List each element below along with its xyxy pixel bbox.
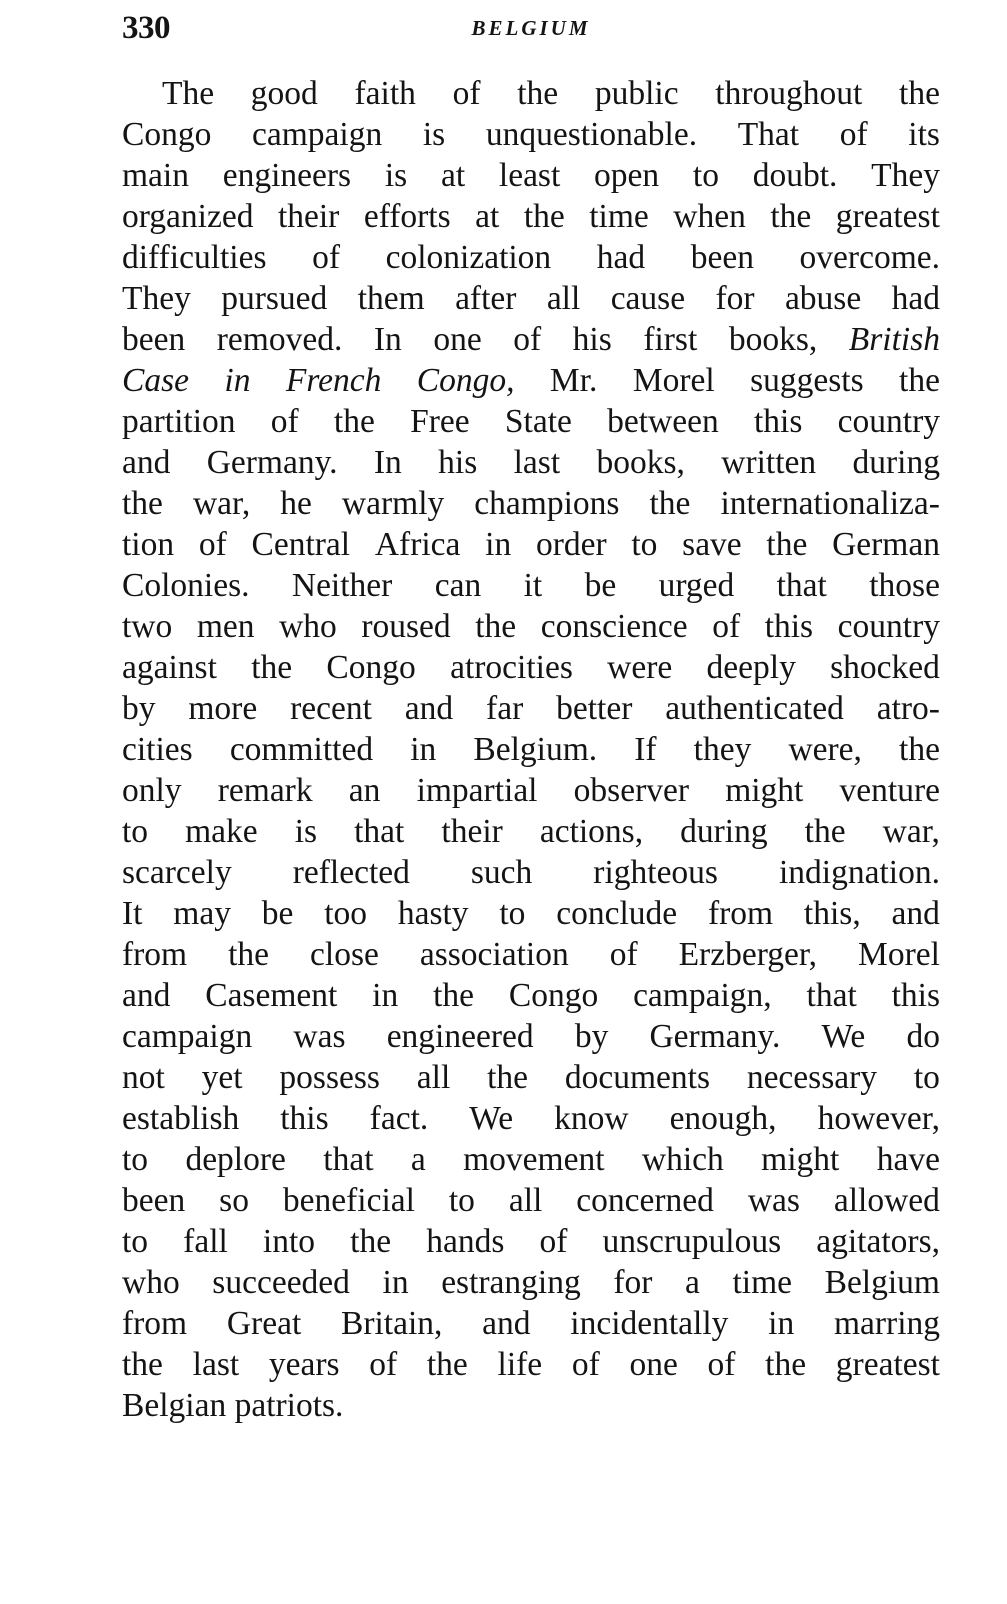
word: of: [270, 403, 299, 440]
word: fall: [183, 1223, 228, 1260]
word: They: [122, 280, 191, 317]
word: too: [324, 895, 368, 932]
word: he: [280, 485, 312, 522]
word: We: [821, 1018, 866, 1055]
word: least: [498, 157, 561, 194]
word: not: [122, 1059, 165, 1096]
word: his: [572, 321, 612, 358]
word: deeply: [706, 649, 796, 686]
word: incidentally: [570, 1305, 729, 1342]
text-line: [122, 975, 940, 1016]
text-line: [122, 1344, 940, 1385]
word: which: [641, 1141, 724, 1178]
word: last: [513, 444, 561, 481]
word: the: [765, 1346, 807, 1383]
word: in: [485, 526, 512, 563]
word: from: [122, 1305, 188, 1342]
word: was: [293, 1018, 346, 1055]
word: remark: [217, 772, 313, 809]
word: Case: [122, 362, 189, 399]
word: Germany.: [649, 1018, 781, 1055]
word: written: [721, 444, 817, 481]
word: succeeded: [212, 1264, 350, 1301]
text-line: [122, 1139, 940, 1180]
text-line: [122, 1057, 940, 1098]
word: movement: [463, 1141, 605, 1178]
word: might: [761, 1141, 840, 1178]
word: of: [707, 1346, 736, 1383]
word: the: [350, 1223, 392, 1260]
word: and: [891, 895, 940, 932]
text-line: [122, 811, 940, 852]
word: fact.: [369, 1100, 429, 1137]
word: this: [753, 403, 803, 440]
word: one: [433, 321, 482, 358]
word: Congo,: [416, 362, 515, 399]
word: French: [285, 362, 382, 399]
word: difficulties: [122, 239, 267, 276]
word: open: [594, 157, 660, 194]
word: make: [185, 813, 258, 850]
text-line: [122, 237, 940, 278]
word: is: [294, 813, 318, 850]
word: Germany.: [206, 444, 338, 481]
word: It: [122, 895, 143, 932]
text-line: [122, 360, 940, 401]
word: be: [584, 567, 617, 604]
word: observer: [573, 772, 690, 809]
word: from: [707, 895, 774, 932]
word: of: [609, 936, 638, 973]
word: engineered: [386, 1018, 534, 1055]
text-line: [122, 893, 940, 934]
word: by: [122, 690, 156, 727]
word: indignation.: [778, 854, 940, 891]
word: time: [589, 198, 649, 235]
word: been: [122, 321, 186, 358]
word: of: [539, 1223, 568, 1260]
word: were: [607, 649, 673, 686]
word: necessary: [746, 1059, 878, 1096]
word: at: [475, 198, 500, 235]
word: the: [228, 936, 270, 973]
word: do: [906, 1018, 940, 1055]
word: Casement: [205, 977, 338, 1014]
word: better: [556, 690, 633, 727]
text-line: [122, 278, 940, 319]
word: Britain,: [341, 1305, 443, 1342]
word: is: [422, 116, 446, 153]
word: to: [122, 1223, 149, 1260]
word: That: [737, 116, 800, 153]
word: Free: [410, 403, 470, 440]
text-line: [122, 852, 940, 893]
word: time: [732, 1264, 792, 1301]
word: all: [546, 280, 581, 317]
word: allowed: [833, 1182, 940, 1219]
word: Congo: [122, 116, 212, 153]
word: of: [452, 75, 481, 112]
word: in: [372, 977, 399, 1014]
word: good: [250, 75, 318, 112]
word: last: [192, 1346, 240, 1383]
word: main: [122, 157, 189, 194]
word: State: [504, 403, 572, 440]
word: who: [279, 608, 337, 645]
word: Mr.: [549, 362, 598, 399]
word: that: [354, 813, 405, 850]
word: Africa: [374, 526, 461, 563]
word: reflected: [292, 854, 410, 891]
word: by: [574, 1018, 609, 1055]
word: partition: [122, 403, 236, 440]
word: the: [426, 1346, 468, 1383]
word: might: [725, 772, 804, 809]
word: they: [693, 731, 752, 768]
word: internationaliza-: [720, 485, 940, 522]
word: yet: [201, 1059, 243, 1096]
word: champions: [474, 485, 620, 522]
word: Belgium: [824, 1264, 940, 1301]
word: faith: [354, 75, 416, 112]
word: hands: [426, 1223, 505, 1260]
word: throughout: [715, 75, 863, 112]
word: In: [373, 444, 402, 481]
word: had: [891, 280, 940, 317]
word: war,: [192, 485, 251, 522]
word: pursued: [221, 280, 328, 317]
text-line: [122, 770, 940, 811]
word: cities: [122, 731, 193, 768]
running-title: BELGIUM: [471, 16, 591, 40]
word: an: [348, 772, 381, 809]
word: urged: [658, 567, 735, 604]
text-line: [122, 401, 940, 442]
text-line: [122, 1385, 940, 1426]
word: may: [173, 895, 231, 932]
word: deplore: [185, 1141, 286, 1178]
word: the: [770, 198, 812, 235]
text-line: [122, 565, 940, 606]
word: and: [122, 977, 171, 1014]
page-number: 330: [122, 10, 170, 46]
word: efforts: [363, 198, 451, 235]
word: its: [908, 116, 940, 153]
word: that: [776, 567, 827, 604]
word: atrocities: [450, 649, 573, 686]
text-line: [122, 483, 940, 524]
word: far: [486, 690, 524, 727]
word: was: [747, 1182, 800, 1219]
word: be: [261, 895, 294, 932]
word: the: [122, 1346, 163, 1383]
word: in: [768, 1305, 795, 1342]
word: at: [440, 157, 466, 194]
word: In: [373, 321, 402, 358]
word: close: [310, 936, 379, 973]
word: this: [764, 608, 814, 645]
word: their: [277, 198, 340, 235]
word: books,: [596, 444, 685, 481]
word: campaign,: [633, 977, 772, 1014]
word: cause: [610, 280, 686, 317]
word: in: [382, 1264, 409, 1301]
word: that: [806, 977, 857, 1014]
word: during: [852, 444, 940, 481]
word: the: [487, 1059, 529, 1096]
word: campaign: [252, 116, 383, 153]
word: and: [122, 444, 171, 481]
word: and: [404, 690, 454, 727]
text-line: [122, 114, 940, 155]
word: recent: [290, 690, 372, 727]
word: them: [357, 280, 425, 317]
text-line: [122, 524, 940, 565]
word: it: [523, 567, 543, 604]
word: only: [122, 772, 182, 809]
text-line: [122, 647, 940, 688]
word: campaign: [122, 1018, 253, 1055]
word: the: [475, 608, 517, 645]
word: to: [122, 1141, 149, 1178]
word: is: [384, 157, 408, 194]
word: organized: [122, 198, 254, 235]
running-header: [122, 10, 940, 50]
word: doubt.: [752, 157, 838, 194]
word: the: [899, 731, 940, 768]
word: the: [899, 75, 940, 112]
word: abuse: [784, 280, 862, 317]
word: impartial: [416, 772, 538, 809]
word: war,: [882, 813, 940, 850]
word: to: [122, 813, 149, 850]
text-line: [122, 1303, 940, 1344]
word: Morel: [858, 936, 940, 973]
word: have: [876, 1141, 940, 1178]
word: the: [433, 977, 475, 1014]
word: atro-: [876, 690, 940, 727]
word: country: [837, 608, 940, 645]
word: Belgium.: [473, 731, 598, 768]
word: of: [712, 608, 741, 645]
word: books,: [728, 321, 818, 358]
word: Central: [251, 526, 351, 563]
word: conscience: [540, 608, 688, 645]
word: this: [891, 977, 940, 1014]
word: beneficial: [282, 1182, 415, 1219]
word: this: [280, 1100, 329, 1137]
word: unquestionable.: [485, 116, 698, 153]
word: conclude: [556, 895, 678, 932]
word: a: [410, 1141, 426, 1178]
word: of: [571, 1346, 600, 1383]
word: of: [839, 116, 868, 153]
word: can: [434, 567, 482, 604]
word: during: [680, 813, 768, 850]
text-line: [122, 1098, 940, 1139]
word: greatest: [835, 198, 940, 235]
word: concerned: [576, 1182, 714, 1219]
word: of: [513, 321, 542, 358]
word: agitators,: [816, 1223, 940, 1260]
word: however,: [817, 1100, 940, 1137]
word: of: [369, 1346, 398, 1383]
text-line: [122, 934, 940, 975]
word: been: [122, 1182, 186, 1219]
word: save: [682, 526, 742, 563]
word: years: [268, 1346, 340, 1383]
word: venture: [839, 772, 940, 809]
word: to: [692, 157, 719, 194]
word: the: [766, 526, 808, 563]
word: overcome.: [799, 239, 940, 276]
word: in: [224, 362, 251, 399]
word: If: [634, 731, 657, 768]
word: more: [188, 690, 258, 727]
text-line: [122, 606, 940, 647]
word: removed.: [216, 321, 343, 358]
word: Congo: [326, 649, 416, 686]
word: Neither: [291, 567, 393, 604]
word: British: [848, 321, 940, 358]
word: German: [832, 526, 940, 563]
word: when: [673, 198, 746, 235]
text-line: [122, 688, 940, 729]
word: in: [410, 731, 437, 768]
word: roused: [361, 608, 451, 645]
word: his: [438, 444, 478, 481]
word: establish: [122, 1100, 240, 1137]
word: possess: [279, 1059, 380, 1096]
word: Colonies.: [122, 567, 250, 604]
word: documents: [564, 1059, 710, 1096]
text-line: [122, 319, 940, 360]
word: warmly: [341, 485, 445, 522]
word: first: [643, 321, 698, 358]
word: men: [196, 608, 255, 645]
word: the: [649, 485, 691, 522]
text-line: [122, 1180, 940, 1221]
text-line: [122, 1262, 940, 1303]
word: the: [251, 649, 293, 686]
word: Belgian: [122, 1387, 227, 1424]
word: unscrupulous: [602, 1223, 782, 1260]
word: enough,: [669, 1100, 777, 1137]
word: to: [913, 1059, 940, 1096]
word: Great: [226, 1305, 302, 1342]
word: into: [262, 1223, 316, 1260]
word: to: [499, 895, 526, 932]
word: the: [523, 198, 565, 235]
word: all: [416, 1059, 451, 1096]
word: engineers: [222, 157, 352, 194]
word: authenticated: [665, 690, 844, 727]
word: all: [508, 1182, 543, 1219]
word: The: [162, 75, 215, 112]
text-line: [122, 196, 940, 237]
word: so: [219, 1182, 249, 1219]
word: life: [497, 1346, 543, 1383]
word: the: [122, 485, 163, 522]
word: marring: [833, 1305, 940, 1342]
word: association: [419, 936, 569, 973]
body-paragraph: [122, 73, 940, 1426]
word: public: [594, 75, 679, 112]
word: actions,: [539, 813, 644, 850]
word: suggests: [750, 362, 864, 399]
word: righteous: [593, 854, 718, 891]
word: greatest: [835, 1346, 940, 1383]
word: hasty: [397, 895, 469, 932]
word: to: [631, 526, 658, 563]
word: We: [469, 1100, 514, 1137]
word: Morel: [632, 362, 715, 399]
word: from: [122, 936, 188, 973]
word: this,: [803, 895, 861, 932]
word: shocked: [830, 649, 940, 686]
word: against: [122, 649, 217, 686]
word: to: [448, 1182, 475, 1219]
word: scarcely: [122, 854, 232, 891]
word: after: [455, 280, 517, 317]
word: such: [470, 854, 533, 891]
word: were,: [788, 731, 862, 768]
word: those: [869, 567, 940, 604]
text-line: [122, 442, 940, 483]
text-line: [122, 1016, 940, 1057]
word: estranging: [441, 1264, 581, 1301]
word: country: [837, 403, 940, 440]
word: their: [441, 813, 503, 850]
word: been: [690, 239, 754, 276]
word: who: [122, 1264, 180, 1301]
word: Congo: [508, 977, 599, 1014]
word: two: [122, 608, 173, 645]
word: a: [684, 1264, 700, 1301]
text-line: [122, 729, 940, 770]
word: that: [323, 1141, 374, 1178]
word: between: [607, 403, 719, 440]
word: order: [535, 526, 607, 563]
word: They: [871, 157, 940, 194]
word: the: [333, 403, 375, 440]
word: for: [613, 1264, 653, 1301]
word: the: [517, 75, 559, 112]
word: tion: [122, 526, 175, 563]
word: had: [596, 239, 646, 276]
word: know: [554, 1100, 629, 1137]
text-line: [122, 1221, 940, 1262]
word: colonization: [385, 239, 552, 276]
word: of: [198, 526, 227, 563]
word: the: [899, 362, 940, 399]
word: the: [804, 813, 846, 850]
word: Erzberger,: [678, 936, 818, 973]
word: of: [312, 239, 341, 276]
word: for: [715, 280, 755, 317]
word: one: [629, 1346, 678, 1383]
text-line: [122, 73, 940, 114]
text-line: [122, 155, 940, 196]
word: committed: [229, 731, 374, 768]
word: patriots.: [234, 1387, 344, 1424]
word: and: [482, 1305, 531, 1342]
